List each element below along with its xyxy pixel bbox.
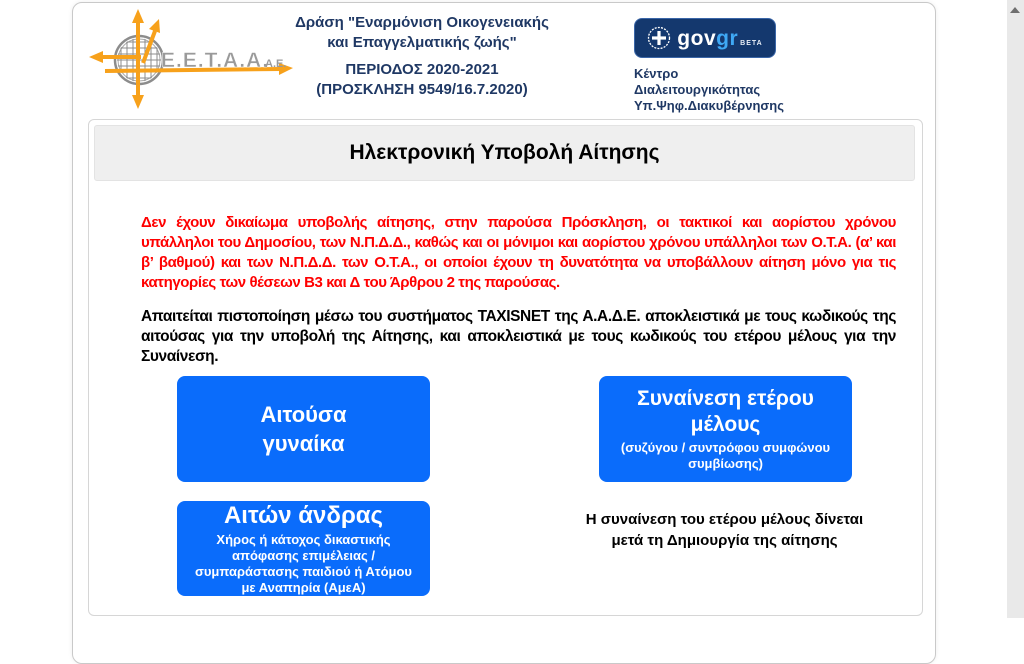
consent-button[interactable] [599,376,852,482]
govgr-caption-line1: Κέντρο [634,66,679,81]
vertical-scrollbar[interactable] [1007,0,1024,618]
female-applicant-label-line2: γυναίκα [262,431,345,456]
program-title-line2: και Επαγγελματικής ζωής" [327,34,517,51]
eetaa-logo [85,5,315,113]
govgr-beta-text: BETA [740,39,763,47]
eetaa-wordmark: Ε.Ε.Τ.Α.Α. [161,49,270,72]
greek-emblem-icon [647,26,671,50]
female-applicant-button[interactable] [177,376,430,482]
govgr-wordmark [677,28,762,49]
govgr-gov-text: gov [677,26,717,50]
consent-note-line2: μετά τη Δημιουργία της αίτησης [611,532,838,549]
govgr-gr-text: gr [716,26,739,50]
content-panel [88,119,923,616]
page-title: Ηλεκτρονική Υποβολή Αίτησης [349,141,660,164]
main-card [72,2,936,664]
restriction-notice: Δεν έχουν δικαίωμα υποβολής αίτησης, στην παρούσα Πρόσκληση, οι τακτικοί και αορίστου χρόνου υπάλληλοι του Δημοσίου, των Ν.Π.Δ.Δ., καθώς και οι μόνιμοι και αορίστου χρόνου υπάλληλοι των Ο.Τ.Α. (α’ και β’ βαθμού) και των Ν.Π.Δ.Δ. των Ο.Τ.Α., οι οποίοι έχουν τη δυνατότητα να υποβάλλουν αίτηση μόνο για τις κατηγορίες των θέσεων Β3 και Δ του Άρθρου 2 της παρούσας. [141,214,896,291]
consent-note-line1: Η συναίνεση του ετέρου μέλους δίνεται [585,511,864,528]
taxisnet-notice: Απαιτείται πιστοποίηση μέσω του συστήματος TAXISNET της Α.Α.Δ.Ε. αποκλειστικά με τους κωδικούς της αιτούσας για την υποβολή της Αίτησης, και αποκλειστικά με τους κωδικούς του ετέρου μέλους για την Συναίνεση. [141,307,896,365]
page-title-bar [94,125,915,181]
govgr-block [634,18,854,114]
female-applicant-label-line1: Αιτούσα [260,402,347,427]
male-applicant-button-subtitle: Χήρος ή κάτοχος δικαστικής απόφασης επιμέλειας / συμπαράστασης παιδιού ή Ατόμου με Αναπηρία (ΑμεΑ) [194,531,413,595]
consent-button-subtitle: (συζύγου / συντρόφου συμφώνου συμβίωσης) [620,440,831,471]
program-call: (ΠΡΟΣΚΛΗΣΗ 9549/16.7.2020) [316,81,528,98]
male-applicant-button[interactable] [177,501,430,596]
govgr-caption [634,66,854,114]
scroll-up-icon[interactable] [1010,7,1020,13]
govgr-badge [634,18,776,58]
eetaa-suffix: Α.Ε. [265,58,287,70]
program-title-line1: Δράση "Εναρμόνιση Οικογενειακής [295,14,549,31]
govgr-caption-line2: Διαλειτουργικότητας [634,82,761,97]
govgr-caption-line3: Υπ.Ψηφ.Διακυβέρνησης [634,98,784,113]
consent-note [557,509,892,551]
program-title [287,13,557,100]
male-applicant-button-title: Αιτών άνδρας [223,501,384,529]
program-period: ΠΕΡΙΟΔΟΣ 2020-2021 [345,61,499,78]
consent-button-title: Συναίνεση ετέρου μέλους [637,387,814,436]
